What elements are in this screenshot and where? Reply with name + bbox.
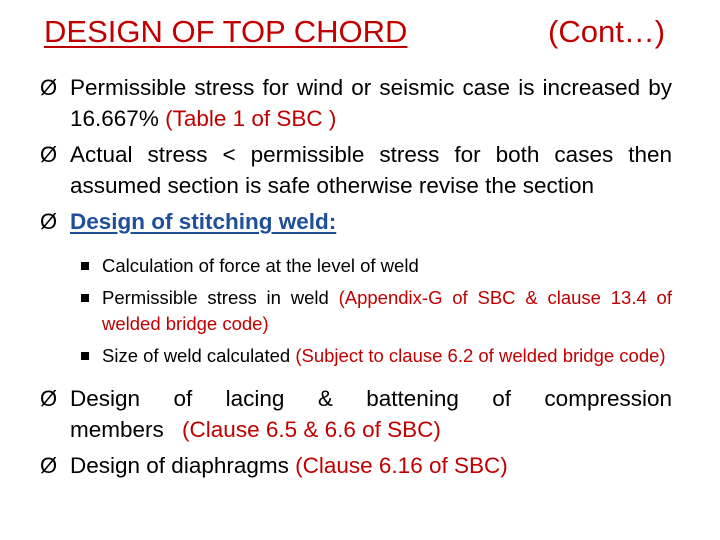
sub-bullet-text: Calculation of force at the level of weld <box>102 255 419 276</box>
arrow-bullet-icon: Ø <box>40 209 58 234</box>
bullet-stitching-weld <box>40 206 672 237</box>
sub-bullet-reference: (Appendix-G of SBC & clause 13.4 of welded bridge code) <box>102 287 672 334</box>
square-bullet-icon <box>81 294 89 302</box>
bullet-reference: (Table 1 of SBC ) <box>165 106 337 131</box>
sub-bullet-reference: (Subject to clause 6.2 of welded bridge code) <box>295 345 666 366</box>
arrow-bullet-icon: Ø <box>40 75 58 100</box>
title-row <box>44 14 684 58</box>
sub-bullet-force <box>102 253 672 279</box>
bullet-lacing-battening <box>40 383 672 445</box>
slide-content <box>40 72 672 486</box>
sub-bullet-weld-size <box>102 343 672 369</box>
sub-bullet-list <box>102 253 672 369</box>
sub-bullet-permissible-weld <box>102 285 672 337</box>
arrow-bullet-icon: Ø <box>40 142 58 167</box>
bullet-actual-stress <box>40 139 672 201</box>
slide-title: DESIGN OF TOP CHORD <box>44 14 408 49</box>
sub-bullet-text: Size of weld calculated <box>102 345 291 366</box>
bullet-diaphragms <box>40 450 672 481</box>
bullet-reference: (Clause 6.16 of SBC) <box>295 453 508 478</box>
bullet-permissible-stress <box>40 72 672 134</box>
bullet-text: Actual stress < permissible stress for both cases then assumed section is safe otherwise revise the section <box>70 142 672 198</box>
bullet-reference: (Clause 6.5 & 6.6 of SBC) <box>182 417 441 442</box>
square-bullet-icon <box>81 262 89 270</box>
bullet-text: Design of lacing & battening of compression members <box>70 386 672 442</box>
square-bullet-icon <box>81 352 89 360</box>
arrow-bullet-icon: Ø <box>40 453 58 478</box>
arrow-bullet-icon: Ø <box>40 386 58 411</box>
sub-bullet-text: Permissible stress in weld <box>102 287 329 308</box>
title-continued: (Cont…) <box>548 14 666 49</box>
bullet-text: Design of diaphragms <box>70 453 289 478</box>
bullet-text: Permissible stress for wind or seismic case is increased by 16.667% <box>70 75 672 131</box>
stitching-weld-heading: Design of stitching weld: <box>70 209 337 234</box>
